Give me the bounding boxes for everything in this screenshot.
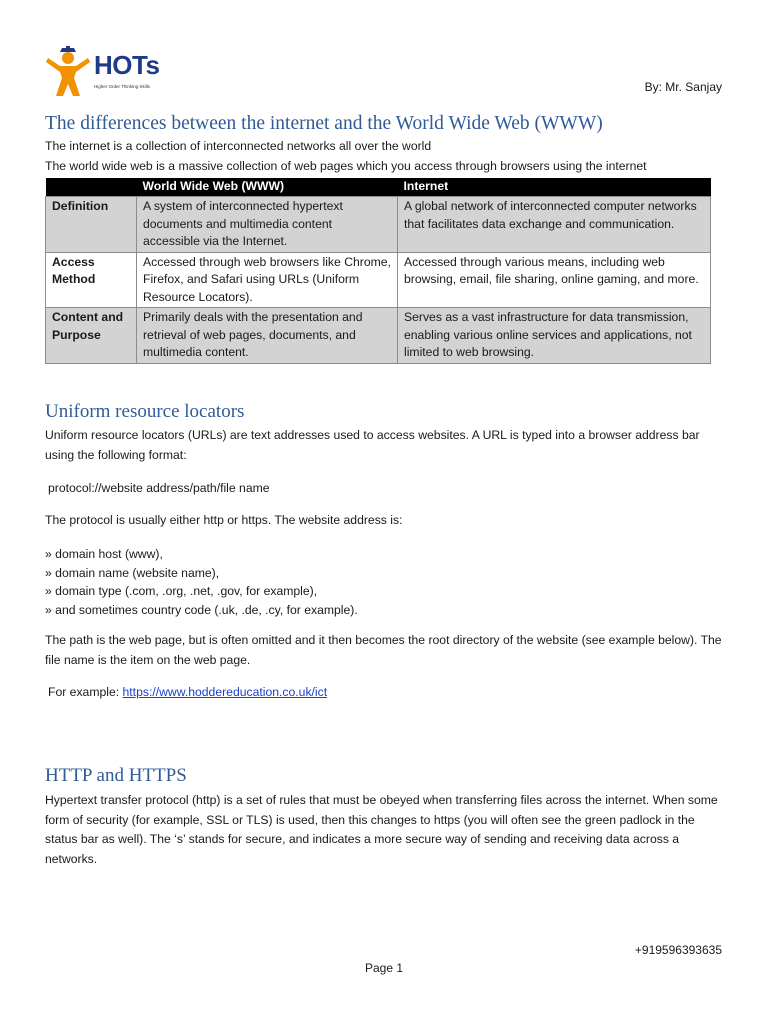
list-item: » domain type (.com, .org, .net, .gov, for example), [45, 584, 318, 598]
path-paragraph: The path is the web page, but is often omitted and it then becomes the root directory of the website (see example below). The file name is the item on the web page. [45, 633, 722, 667]
example-url-link[interactable]: https://www.hoddereducation.co.uk/ict [122, 685, 328, 699]
cell-www-definition: A system of interconnected hypertext documents and multimedia content accessible via the Internet. [137, 197, 398, 253]
comparison-table [45, 178, 711, 364]
cell-internet-access-method: Accessed through various means, including web browsing, email, file sharing, online gaming, and more. [398, 252, 711, 308]
table-header-row [46, 178, 711, 197]
website-address-list [45, 545, 358, 619]
logo-text: HOTs [94, 50, 160, 80]
list-item: » domain host (www), [45, 547, 163, 561]
footer-phone: +919596393635 [634, 943, 722, 957]
intro-www: The world wide web is a massive collection of web pages which you access through browsers using the internet [45, 159, 647, 173]
urls-paragraph: Uniform resource locators (URLs) are text addresses used to access websites. A URL is typed into a browser address bar using the following format: [45, 428, 700, 462]
section-title-http: HTTP and HTTPS [45, 765, 187, 786]
url-format: protocol://website address/path/file name [48, 481, 270, 495]
page-number: Page 1 [364, 961, 404, 975]
row-label-access-method: Access Method [46, 252, 137, 308]
row-label-content-purpose: Content and Purpose [46, 308, 137, 364]
cell-www-content-purpose: Primarily deals with the presentation and retrieval of web pages, documents, and multimedia content. [137, 308, 398, 364]
cell-internet-content-purpose: Serves as a vast infrastructure for data transmission, enabling various online services and applications, not limited to web browsing. [398, 308, 711, 364]
section-title-urls: Uniform resource locators [45, 401, 245, 422]
hots-logo [44, 44, 164, 98]
list-item: » and sometimes country code (.uk, .de, .cy, for example). [45, 602, 358, 617]
table-row [46, 308, 711, 364]
example-line [48, 683, 327, 703]
cell-internet-definition: A global network of interconnected computer networks that facilitates data exchange and communication. [398, 197, 711, 253]
table-row [46, 252, 711, 308]
section-title-differences: The differences between the internet and the World Wide Web (WWW) [45, 113, 603, 134]
table-header-www: World Wide Web (WWW) [137, 178, 398, 197]
protocol-paragraph: The protocol is usually either http or https. The website address is: [45, 513, 403, 527]
hots-figure-icon [44, 44, 92, 98]
logo-tagline: Higher Order Thinking Skills [94, 84, 150, 89]
cell-www-access-method: Accessed through web browsers like Chrome, Firefox, and Safari using URLs (Uniform Resource Locators). [137, 252, 398, 308]
table-row [46, 197, 711, 253]
example-label: For example: [48, 685, 123, 699]
table-header-blank [46, 178, 137, 197]
intro-internet: The internet is a collection of interconnected networks all over the world [45, 139, 432, 153]
table-header-internet: Internet [398, 178, 711, 197]
http-paragraph: Hypertext transfer protocol (http) is a set of rules that must be obeyed when transferring files across the internet. When some form of security (for example, SSL or TLS) is used, then this changes to https (you will often see the green padlock in the status bar as well). The ‘s’ stands for secure, and indicates a more secure way of sending and receiving data across a networks. [45, 793, 718, 866]
list-item: » domain name (website name), [45, 565, 220, 580]
author-byline: By: Mr. Sanjay [644, 80, 722, 94]
row-label-definition: Definition [46, 197, 137, 253]
